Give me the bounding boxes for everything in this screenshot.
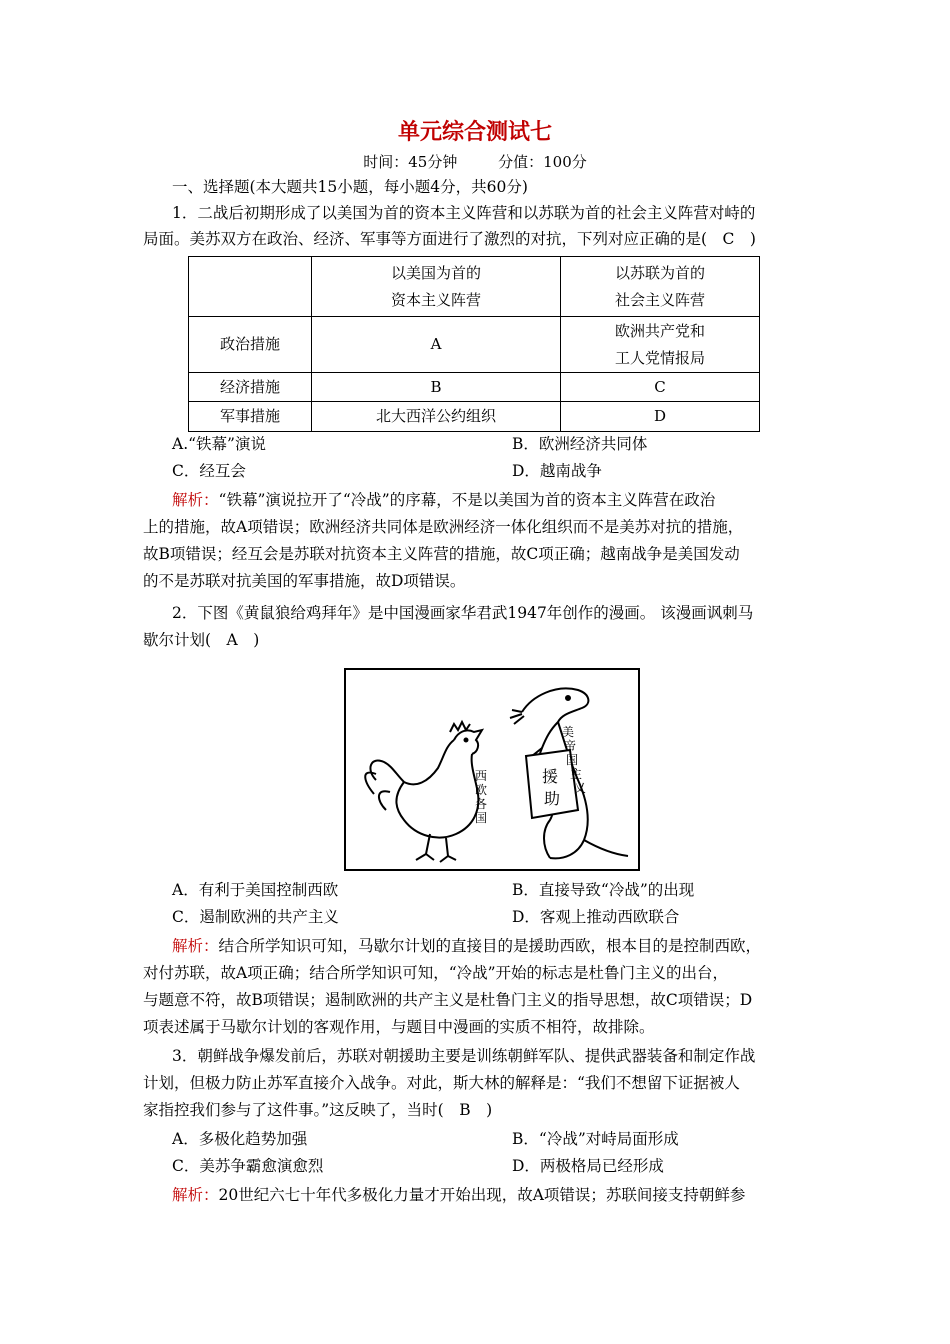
q3-analysis-line1 <box>172 1184 745 1206</box>
table-header-su-line2: 社会主义阵营 <box>614 290 705 309</box>
cartoon-drawing <box>346 670 638 869</box>
q2-analysis-line4: 项表述属于马歇尔计划的客观作用，与题目中漫画的实质不相符，故排除。 <box>143 1018 655 1036</box>
table-cell-political-su-line2: 工人党情报局 <box>614 348 705 367</box>
table-header-us-line1: 以美国为首的 <box>390 263 481 282</box>
q1-option-b: B．欧洲经济共同体 <box>512 435 648 453</box>
q3-option-c: C．美苏争霸愈演愈烈 <box>172 1157 324 1175</box>
table-cell-political-us: A <box>312 317 561 373</box>
q3-stem-line3: 家指控我们参与了这件事。”这反映了，当时( B ) <box>143 1101 493 1119</box>
q2-analysis-line3: 与题意不符，故B项错误；遏制欧洲的共产主义是杜鲁门主义的指导思想，故C项错误；D <box>143 991 753 1009</box>
table-row-label-political: 政治措施 <box>189 317 312 373</box>
q2-option-d: D．客观上推动西欧联合 <box>512 908 680 926</box>
q2-analysis-line1 <box>172 935 761 957</box>
q1-analysis-line4: 的不是苏联对抗美国的军事措施，故D项错误。 <box>143 572 466 590</box>
paper-text-char1: 援 <box>542 767 559 786</box>
table-header-us-line2: 资本主义阵营 <box>390 290 481 309</box>
q1-table <box>188 256 760 432</box>
page-title: 单元综合测试七 <box>397 120 552 145</box>
q2-analysis-line2: 对付苏联，故A项正确；结合所学知识可知，“冷战”开始的标志是杜鲁门主义的出台， <box>143 964 729 982</box>
q1-option-c: C．经互会 <box>172 462 246 480</box>
paper-text-char2: 助 <box>544 789 561 808</box>
table-cell-economic-su: C <box>561 373 760 402</box>
q3-stem-line2: 计划，但极力防止苏军直接介入战争。对此，斯大林的解释是：“我们不想留下证据被人 <box>143 1074 740 1092</box>
q1-stem-line2: 局面。美苏双方在政治、经济、军事等方面进行了激烈的对抗，下列对应正确的是( C ) <box>143 230 756 248</box>
table-header-su-line1: 以苏联为首的 <box>614 263 705 282</box>
table-cell-political-su-line1: 欧洲共产党和 <box>614 321 705 340</box>
table-cell-economic-us: B <box>312 373 561 402</box>
rooster-figure <box>365 722 482 862</box>
table-header-us <box>312 257 561 317</box>
q3-stem-line1: 3．朝鲜战争爆发前后，苏联对朝援助主要是训练朝鲜军队、提供武器装备和制定作战 <box>172 1047 756 1065</box>
weasel-rooster-cartoon <box>344 668 640 871</box>
q2-option-b: B．直接导致“冷战”的出现 <box>512 881 695 899</box>
q1-analysis-text1: “铁幕”演说拉开了“冷战”的序幕，不是以美国为首的资本主义阵营在政治 <box>218 491 716 509</box>
q2-analysis-text1: 结合所学知识可知，马歇尔计划的直接目的是援助西欧，根本目的是控制西欧， <box>218 937 762 955</box>
q1-analysis-line3: 故B项错误；经互会是苏联对抗资本主义阵营的措施，故C项正确；越南战争是美国发动 <box>143 545 740 563</box>
table-row-label-military: 军事措施 <box>189 402 312 432</box>
total-score: 分值：100分 <box>498 153 587 171</box>
q3-option-b: B．“冷战”对峙局面形成 <box>512 1130 679 1148</box>
q1-analysis-label: 解析： <box>172 491 219 509</box>
q1-analysis-line1 <box>172 489 715 511</box>
q1-stem-line1: 1．二战后初期形成了以美国为首的资本主义阵营和以苏联为首的社会主义阵营对峙的 <box>172 204 756 222</box>
rooster-label: 西欧各国 <box>475 769 488 825</box>
table-cell-military-us: 北大西洋公约组织 <box>312 402 561 432</box>
section-heading: 一、选择题(本大题共15小题，每小题4分，共60分) <box>172 178 528 196</box>
q3-analysis-text1: 20世纪六七十年代多极化力量才开始出现，故A项错误；苏联间接支持朝鲜参 <box>218 1186 746 1204</box>
table-cell-political-su <box>561 317 760 373</box>
table-cell-military-su: D <box>561 402 760 432</box>
q1-analysis-line2: 上的措施，故A项错误；欧洲经济共同体是欧洲经济一体化组织而不是美苏对抗的措施， <box>143 518 744 536</box>
weasel-label: 美帝国主义 <box>562 725 587 795</box>
q3-option-a: A．多极化趋势加强 <box>172 1130 308 1148</box>
q1-option-d: D．越南战争 <box>512 462 602 480</box>
q3-option-d: D．两极格局已经形成 <box>512 1157 664 1175</box>
table-header-su <box>561 257 760 317</box>
q2-stem-line1: 2．下图《黄鼠狼给鸡拜年》是中国漫画家华君武1947年创作的漫画。 该漫画讽刺马 <box>172 604 754 622</box>
q2-stem-line2: 歇尔计划( A ) <box>143 631 260 649</box>
q1-option-a: A.“铁幕”演说 <box>172 435 266 453</box>
q2-analysis-label: 解析： <box>172 937 219 955</box>
time-limit: 时间：45分钟 <box>363 153 458 171</box>
table-corner-cell <box>189 257 312 317</box>
table-row-label-economic: 经济措施 <box>189 373 312 402</box>
q2-option-c: C．遏制欧洲的共产主义 <box>172 908 339 926</box>
exam-meta <box>0 151 950 173</box>
q2-option-a: A．有利于美国控制西欧 <box>172 881 339 899</box>
q3-analysis-label: 解析： <box>172 1186 219 1204</box>
